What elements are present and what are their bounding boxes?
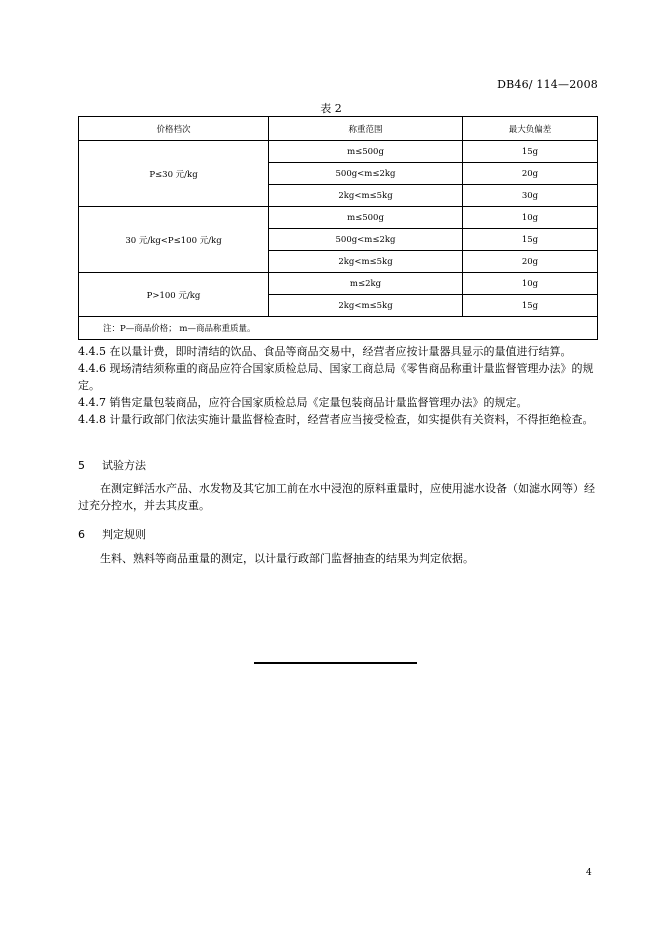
deviation-cell: 10g (463, 207, 598, 229)
clause-4-4-5: 4.4.5 在以量计费，即时清结的饮品、食品等商品交易中，经营者应按计量器具显示的量值进行结算。 (78, 345, 572, 358)
table-row (79, 273, 598, 295)
price-tier-cell: P≤30 元/kg (79, 141, 269, 207)
clause-4-4-7: 4.4.7 销售定量包装商品，应符合国家质检总局《定量包装商品计量监督管理办法》的规定。 (78, 396, 528, 409)
range-cell: 2kg<m≤5kg (269, 185, 463, 207)
document-code: DB46/ 114—2008 (497, 78, 598, 91)
range-cell: 2kg<m≤5kg (269, 295, 463, 317)
page-number: 4 (586, 868, 592, 878)
deviation-cell: 15g (463, 141, 598, 163)
deviation-cell: 20g (463, 163, 598, 185)
section-number: 5 (78, 459, 85, 472)
column-header-deviation: 最大负偏差 (463, 117, 598, 141)
section-title: 试验方法 (102, 459, 146, 472)
price-tier-cell: P>100 元/kg (79, 273, 269, 317)
range-cell: m≤2kg (269, 273, 463, 295)
deviation-table (78, 116, 598, 340)
price-tier-cell: 30 元/kg<P≤100 元/kg (79, 207, 269, 273)
table-note: 注：P—商品价格； m—商品称重质量。 (79, 317, 598, 340)
column-header-range: 称重范围 (269, 117, 463, 141)
table-row (79, 141, 598, 163)
section-5-heading (78, 457, 146, 473)
section-number: 6 (78, 528, 85, 541)
deviation-cell: 15g (463, 229, 598, 251)
column-header-price: 价格档次 (79, 117, 269, 141)
range-cell: 500g<m≤2kg (269, 163, 463, 185)
table-note-row (79, 317, 598, 340)
range-cell: m≤500g (269, 141, 463, 163)
table-title: 表 2 (320, 102, 342, 115)
section-5-text: 在测定鲜活水产品、水发物及其它加工前在水中浸泡的原料重量时，应使用滤水设备（如滤水网等）经过充分控水，并去其皮重。 (78, 482, 595, 512)
clause-4-4-6: 4.4.6 现场清结须称重的商品应符合国家质检总局、国家工商总局《零售商品称重计量监督管理办法》的规定。 (78, 362, 594, 392)
section-6-heading (78, 526, 146, 542)
table-header-row (79, 117, 598, 141)
table-row (79, 207, 598, 229)
section-6-text: 生料、熟料等商品重量的测定，以计量行政部门监督抽查的结果为判定依据。 (100, 552, 474, 565)
clause-4-4-8: 4.4.8 计量行政部门依法实施计量监督检查时，经营者应当接受检查，如实提供有关资料，不得拒绝检查。 (78, 413, 594, 426)
deviation-cell: 15g (463, 295, 598, 317)
deviation-cell: 20g (463, 251, 598, 273)
range-cell: 500g<m≤2kg (269, 229, 463, 251)
deviation-cell: 30g (463, 185, 598, 207)
section-title: 判定规则 (102, 528, 146, 541)
range-cell: 2kg<m≤5kg (269, 251, 463, 273)
end-of-document-line (254, 662, 417, 664)
deviation-cell: 10g (463, 273, 598, 295)
range-cell: m≤500g (269, 207, 463, 229)
